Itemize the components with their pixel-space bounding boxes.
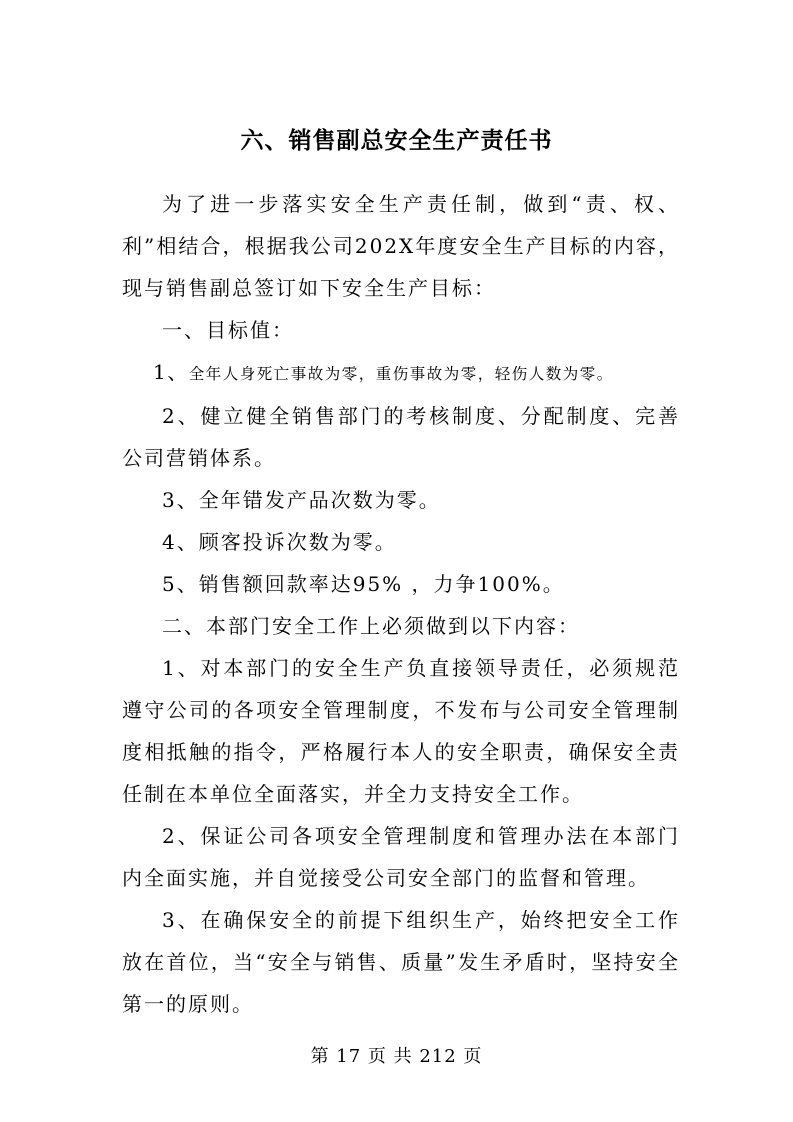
section-heading-targets: 一、目标值： [162, 318, 294, 342]
target-item-2: 2、健立健全销售部门的考核制度、分配制度、完善公司营销体系。 [122, 404, 680, 470]
section-heading-requirements: 二、本部门安全工作上必须做到以下内容： [162, 614, 580, 638]
page-number-footer: 第 17 页 共 212 页 [310, 1046, 483, 1067]
requirement-item-1: 1、对本部门的安全生产负直接领导责任，必须规范遵守公司的各项安全管理制度，不发布与公司安全管理制度相抵触的指令，严格履行本人的安全职责，确保安全责任制在本单位全面落实，并全力支持安全工作。 [122, 656, 680, 806]
target-item-1 [122, 351, 680, 395]
target-item-1-text: 全年人身死亡事故为零，重伤事故为零，轻伤人数为零。 [188, 365, 614, 383]
document-title: 六、销售副总安全生产责任书 [240, 128, 553, 154]
document-body [122, 183, 680, 1025]
target-item-3: 3、全年错发产品次数为零。 [162, 488, 441, 512]
requirement-item-2: 2、保证公司各项安全管理制度和管理办法在本部门内全面实施，并自觉接受公司安全部门的监督和管理。 [122, 824, 680, 890]
requirement-item-3: 3、在确保安全的前提下组织生产，始终把安全工作放在首位，当“安全与销售、质量”发生矛盾时，坚持安全第一的原则。 [122, 908, 680, 1016]
intro-paragraph: 为了进一步落实安全生产责任制，做到“责、权、利”相结合，根据我公司202X年度安全生产目标的内容，现与销售副总签订如下安全生产目标： [122, 192, 680, 300]
target-item-1-number: 1、 [153, 360, 189, 384]
target-item-4: 4、顾客投诉次数为零。 [162, 530, 397, 554]
target-item-5: 5、销售额回款率达95% ，力争100%。 [162, 572, 565, 596]
